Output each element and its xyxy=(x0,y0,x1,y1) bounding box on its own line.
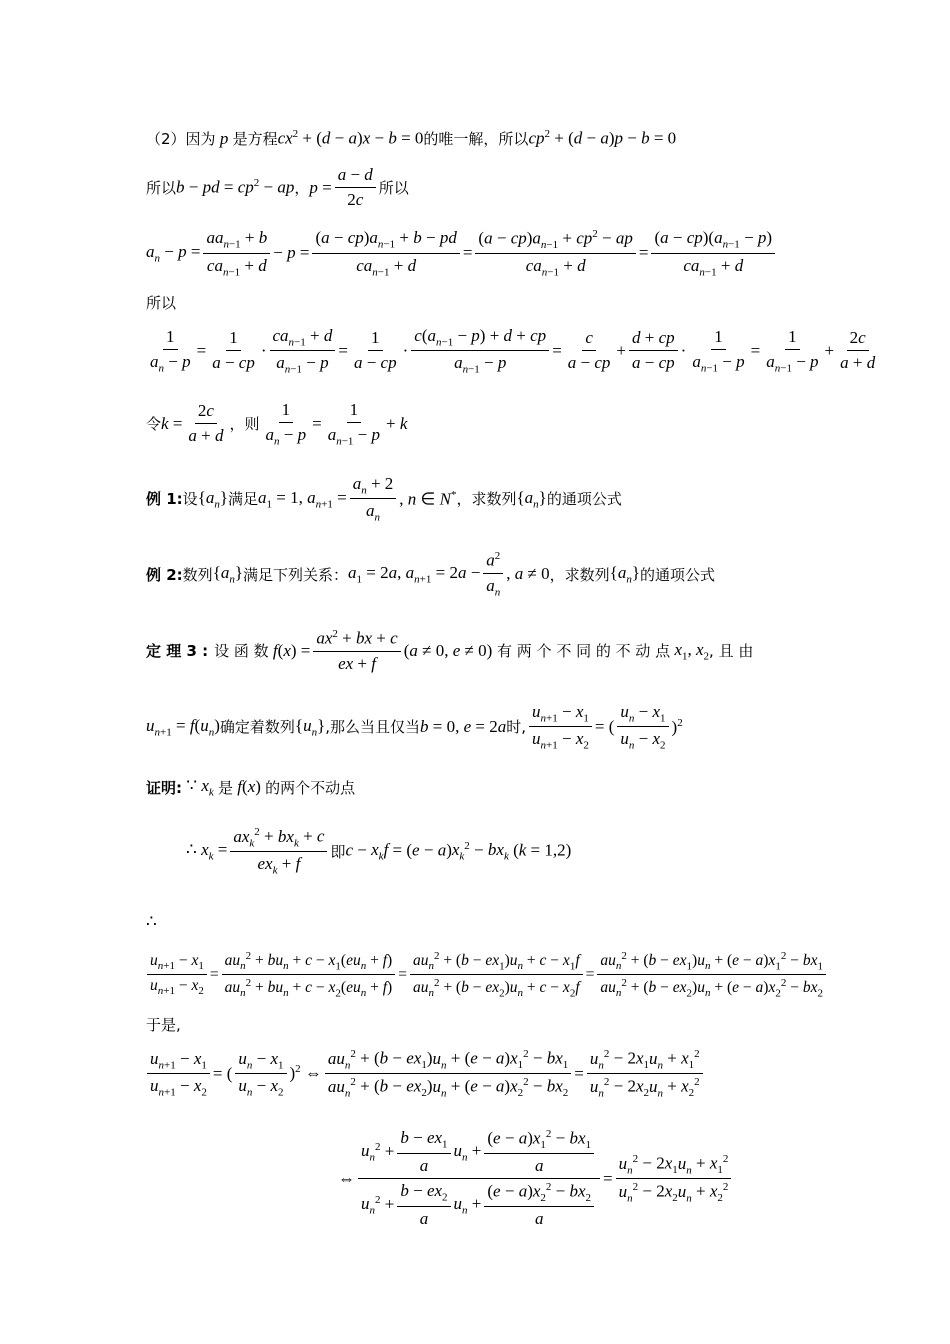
ex1-ask: ，求数列 xyxy=(456,490,517,509)
line-an-minus-p: $a_n - p$ = $\frac{aa_{n-1} + b}{ca_{n-1} + d}$ − p = $\frac{(a - cp)a_{n-1} + b - pd}{ca_{n-1} + d}$ = $\frac{(a - cp)a_{n-1} + cp^2 - ap}{ca_{n-1} + d}$ = $\frac{(a - cp)(a_{n-1} - p)}{ca_{n-1} + d}$ xyxy=(146,228,778,278)
theorem-3-cont: $u_{n+1} = f(u_n)$ 确定着数列 $\{u_n\}$ ,那么当且仅当 b = 0, e = 2a 时, $\frac{u_{n+1} - x_1}{u_{n+1} - x_2}$ = ( $\frac{u_n - x_1}{u_n - x_2}$ )$^2$ xyxy=(146,702,683,752)
ex2-ask: ，求数列 xyxy=(549,565,610,584)
proof-text2: 的两个不动点 xyxy=(265,778,356,797)
part2-label: （2） xyxy=(146,130,186,148)
text-is-unique-root: 是方程 xyxy=(232,130,278,148)
ex2-label: 例 2: xyxy=(146,565,183,584)
proof-text1: 是 xyxy=(218,778,234,797)
ex1-satisfy: 满足 xyxy=(228,490,259,509)
thm3-text2: 有 两 个 不 同 的 不 动 点 xyxy=(497,642,671,661)
text-so-3: 所以 xyxy=(146,294,177,312)
ex2-formula: 的通项公式 xyxy=(640,565,716,584)
proof-equiv-2: ⇔ $u_n^2$ + $\frac{b - ex_1}{a}$ $u_n$ + $\frac{(e - a)x_1^2 - bx_1}{a}$ $u_n^2$ + $\frac{b - ex_2}{a}$ $u_n$ + $\frac{(e - a)x_2^2 - bx_2}{a}$ = $\frac{u_n^2 - 2x_1u_n + x_1^2}{u_n^2 - 2x_2u_n + x_2^2}$ xyxy=(338,1128,734,1229)
text-then: ，则 xyxy=(229,415,260,434)
ex1-label: 例 1: xyxy=(146,490,183,509)
proof-label: 证明: xyxy=(146,778,182,797)
yushi: 于是, xyxy=(146,1016,181,1034)
line-bpd: 所以 b − pd = $cp^2$ − ap ， p = $\frac{a - d}{2c}$ 所以 xyxy=(146,165,409,209)
ex2-satisfy: 满足下列关系： xyxy=(243,565,349,584)
proof-line: 证明: ∵ $x_k$ 是 f(x) 的两个不动点 xyxy=(146,776,356,799)
thm3-label: 定 理 3 : xyxy=(146,642,209,661)
example-1: 例 1: 设 $\{a_n\}$ 满足 $a_1 = 1$, $a_{n+1}$ = $\frac{a_n + 2}{a_n}$ , n ∈ N* ，求数列 $\{a_n\}$ 的通项公式 xyxy=(146,474,622,524)
ex1-formula: 的通项公式 xyxy=(546,490,622,509)
proof-equiv-1: $\frac{u_{n+1} - x_1}{u_{n+1} - x_2}$ = ( $\frac{u_n - x_1}{u_n - x_2}$ )$^2$ ⇔ $\frac{au_n^2 + (b - ex_1)u_n + (e - a)x_1^2 - bx_1}{au_n^2 + (b - ex_2)u_n + (e - a)x_2^2 - bx_2}$ = $\frac{u_n^2 - 2x_1u_n + x_1^2}{u_n^2 - 2x_2u_n + x_2^2}$ xyxy=(144,1048,706,1099)
text-since: 因为 xyxy=(185,130,216,148)
part2-line: （2） 因为 p 是方程 $cx^2 + (d - a)x - b = 0$ 的唯一解，所以 $cp^2 + (d - a)p - b = 0$ xyxy=(146,128,677,148)
line-let-k: 令 k = $\frac{2c}{a + d}$ ，则 $\frac{1}{a_n - p}$ = $\frac{1}{a_{n-1} - p}$ + k xyxy=(146,400,408,448)
thm3-text6: 时, xyxy=(506,718,527,737)
thm3-text3: , 且 由 xyxy=(709,642,754,661)
theorem-3: 定 理 3 : 设 函 数 f(x) = $\frac{ax^2 + bx + c}{ex + f}$ (a ≠ 0, e ≠ 0) 有 两 个 不 同 的 不 动 点 $x_1$, $x_2$ , 且 由 xyxy=(146,628,754,673)
text-so-2: 所以 xyxy=(378,179,409,197)
thm3-text4: 确定着数列 xyxy=(219,718,295,737)
yushi-line xyxy=(146,1014,181,1035)
therefore: ∴ xyxy=(146,912,157,931)
ex1-set: 设 xyxy=(182,490,198,509)
thm3-text1: 设 函 数 xyxy=(214,642,269,661)
example-2: 例 2: 数列 $\{a_n\}$ 满足下列关系： $a_1 = 2a$, $a_{n+1} = 2a$ − $\frac{a^2}{a_n}$ , a ≠ 0 ，求数列 $\{a_n\}$ 的通项公式 xyxy=(146,550,716,599)
proof-xk: ∴ $x_k$ = $\frac{ax_k^2 + bx_k + c}{ex_k + f}$ 即 $c - x_kf = (e - a)x_k^2 - bx_k$ (k = 1,2) xyxy=(186,826,572,877)
proof-ratio: $\frac{u_{n+1} - x_1}{u_{n+1} - x_2}$ = $\frac{au_n^2 + bu_n + c - x_1(eu_n + f)}{au_n^2 + bu_n + c - x_2(eu_n + f)}$ = $\frac{au_n^2 + (b - ex_1)u_n + c - x_1f}{au_n^2 + (b - ex_2)u_n + c - x_2f}$ = $\frac{au_n^2 + (b - ex_1)u_n + (e - a)x_1^2 - bx_1}{au_n^2 + (b - ex_2)u_n + (e - a)x_2^2 - bx_2}$ xyxy=(144,950,829,1000)
text-so: 所以 xyxy=(146,179,177,197)
text-unique-solution: 的唯一解，所以 xyxy=(423,130,529,148)
thm3-text5: ,那么当且仅当 xyxy=(325,718,421,737)
proof-ji: 即 xyxy=(330,842,346,861)
line-reciprocal: $\frac{1}{a_n - p}$ = $\frac{1}{a - cp}$ · $\frac{ca_{n-1} + d}{a_{n-1} - p}$ = $\frac{1}{a - cp}$ · $\frac{c(a_{n-1} - p) + d + cp}{a_{n-1} - p}$ = $\frac{c}{a - cp}$ + $\frac{d + cp}{a - cp}$ · $\frac{1}{a_{n-1} - p}$ = $\frac{1}{a_{n-1} - p}$ + $\frac{2c}{a + d}$ xyxy=(150,326,876,376)
therefore-line xyxy=(146,912,157,932)
text-let: 令 xyxy=(146,415,162,434)
ex2-seq: 数列 xyxy=(182,565,213,584)
text-so-3-line xyxy=(146,292,176,313)
